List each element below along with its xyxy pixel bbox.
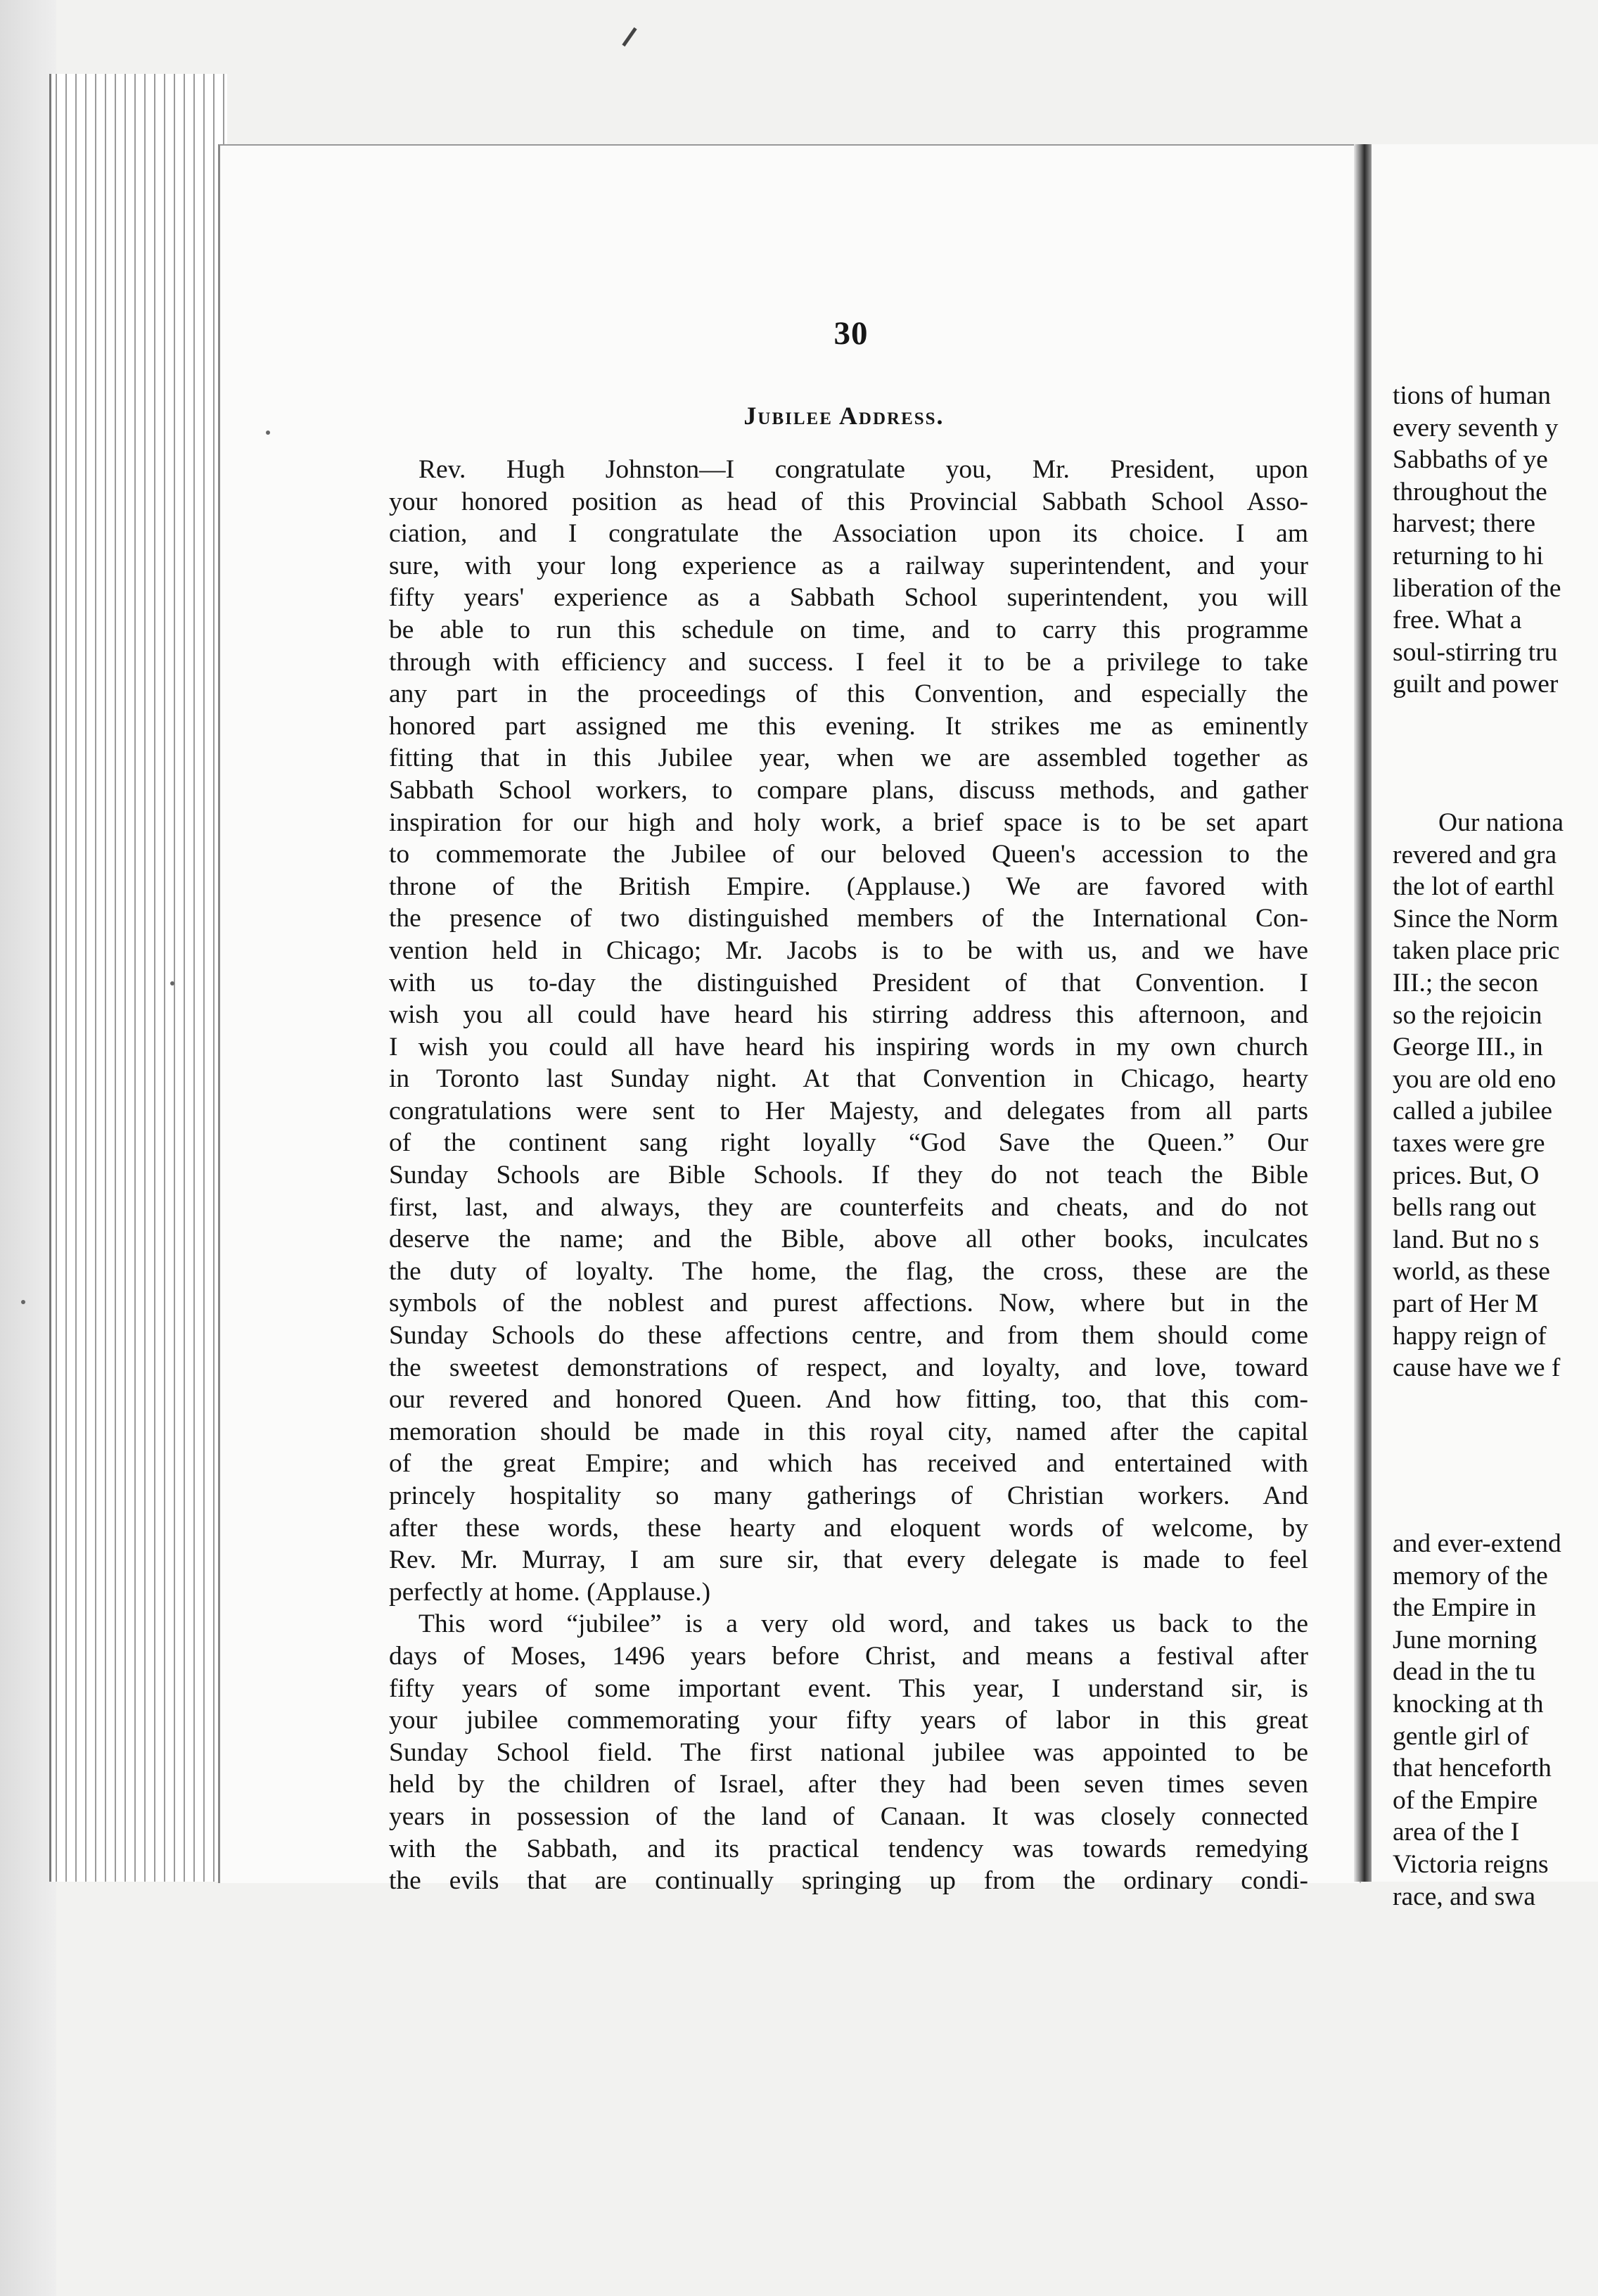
right-page-line: liberation of the — [1393, 573, 1561, 603]
right-page-line: area of the I — [1393, 1818, 1520, 1847]
section-heading: Jubilee Address. — [743, 402, 945, 430]
right-page-line: soul-stirring tru — [1393, 637, 1558, 667]
right-page-line: called a jubilee — [1393, 1097, 1552, 1126]
right-page-line: June morning — [1393, 1625, 1538, 1654]
text-line: This word “jubilee” is a very old word, and takes us back to the — [418, 1609, 1308, 1639]
text-line: congratulations were sent to Her Majesty, and delegates from all parts — [389, 1096, 1308, 1125]
text-line: our revered and honored Queen. And how fitting, too, that this com- — [389, 1385, 1308, 1415]
text-line: of the continent sang right loyally “God Save the Queen.” Our — [389, 1128, 1308, 1158]
text-line: throne of the British Empire. (Applause.) We are favored with — [389, 872, 1308, 901]
text-line: princely hospitality so many gatherings of Christian workers. And — [389, 1481, 1308, 1510]
text-line: through with efficiency and success. I feel it to be a privilege to take — [389, 647, 1308, 677]
right-page-line: race, and swa — [1393, 1882, 1536, 1911]
text-line: Sabbath School workers, to compare plans, discuss methods, and gather — [389, 775, 1308, 805]
text-line: your jubilee commemorating your fifty years of labor in this great — [389, 1706, 1308, 1735]
right-page-line: land. But no s — [1393, 1225, 1540, 1254]
right-page-text-top — [1393, 380, 1598, 701]
right-page-line: dead in the tu — [1393, 1657, 1536, 1687]
right-page-line: Victoria reigns — [1393, 1849, 1549, 1879]
right-page-line: memory of the — [1393, 1561, 1548, 1590]
text-line: perfectly at home. (Applause.) — [389, 1577, 711, 1607]
scan-speck — [170, 981, 174, 986]
right-page-line: knocking at th — [1393, 1689, 1544, 1718]
right-page-line: world, as these — [1393, 1257, 1550, 1287]
text-line: wish you all could have heard his stirring address this afternoon, and — [389, 1000, 1308, 1030]
right-page-line: Sabbaths of ye — [1393, 445, 1548, 475]
text-line: honored part assigned me this evening. It strikes me as eminently — [389, 711, 1308, 741]
text-line: symbols of the noblest and purest affections. Now, where but in the — [389, 1289, 1308, 1318]
right-page-line: of the Empire — [1393, 1785, 1538, 1815]
right-page-line: Since the Norm — [1393, 904, 1559, 933]
text-line: in Toronto last Sunday night. At that Convention in Chicago, hearty — [389, 1064, 1308, 1094]
right-page-line: taken place pric — [1393, 936, 1560, 966]
text-line: Rev. Hugh Johnston—I congratulate you, Mr. President, upon — [418, 455, 1308, 484]
book-gutter — [1354, 144, 1372, 1882]
right-page-line: harvest; there — [1393, 509, 1536, 539]
right-page-line: tions of human — [1393, 381, 1551, 410]
right-page-line: gentle girl of — [1393, 1721, 1529, 1751]
right-page-line: bells rang out — [1393, 1193, 1537, 1223]
text-line: first, last, and always, they are counterfeits and cheats, and do not — [389, 1192, 1308, 1222]
right-page-line: happy reign of — [1393, 1321, 1547, 1351]
text-line: Rev. Mr. Murray, I am sure sir, that every delegate is made to feel — [389, 1545, 1308, 1575]
text-line: deserve the name; and the Bible, above all other books, inculcates — [389, 1225, 1308, 1254]
right-page-line: free. What a — [1393, 606, 1522, 635]
text-line: your honored position as head of this Provincial Sabbath School Asso- — [389, 487, 1308, 516]
right-page-line: throughout the — [1393, 477, 1547, 506]
scan-speck — [21, 1300, 25, 1304]
text-line: Sunday School field. The first national jubilee was appointed to be — [389, 1737, 1308, 1767]
book-page-edges — [49, 74, 227, 1882]
text-line: the sweetest demonstrations of respect, and loyalty, and love, toward — [389, 1353, 1308, 1382]
scan-mark — [622, 27, 637, 46]
right-page-line: George III., in — [1393, 1033, 1543, 1062]
text-line: sure, with your long experience as a railway superintendent, and your — [389, 551, 1308, 580]
text-line: be able to run this schedule on time, and to carry this programme — [389, 615, 1308, 644]
text-line: to commemorate the Jubilee of our beloved Queen's accession to the — [389, 840, 1308, 869]
right-page-line: part of Her M — [1393, 1289, 1539, 1318]
right-page-line: that henceforth — [1393, 1754, 1552, 1783]
scan-speck — [266, 431, 270, 435]
text-line: inspiration for our high and holy work, a brief space is to be set apart — [389, 808, 1308, 837]
text-line: after these words, these hearty and eloquent words of welcome, by — [389, 1513, 1308, 1543]
page-number: 30 — [833, 315, 869, 352]
right-page-text-bottom — [1393, 1528, 1598, 1913]
right-page-line: the lot of earthl — [1393, 872, 1555, 902]
right-page-line: guilt and power — [1393, 670, 1559, 699]
body-text — [389, 454, 1308, 1897]
text-line: fifty years' experience as a Sabbath School superintendent, you will — [389, 583, 1308, 613]
text-line: Sunday Schools do these affections centre, and from them should come — [389, 1321, 1308, 1351]
right-page-line: every seventh y — [1393, 413, 1559, 442]
text-line: held by the children of Israel, after they had been seven times seven — [389, 1770, 1308, 1799]
right-page-text-middle — [1393, 807, 1598, 1384]
right-page-line: III.; the secon — [1393, 968, 1539, 997]
right-page-line: returning to hi — [1393, 541, 1544, 570]
text-line: memoration should be made in this royal city, named after the capital — [389, 1417, 1308, 1446]
right-page-line: taxes were gre — [1393, 1128, 1545, 1158]
right-page-line: prices. But, O — [1393, 1161, 1540, 1190]
text-line: I wish you could all have heard his inspiring words in my own church — [389, 1032, 1308, 1061]
text-line: vention held in Chicago; Mr. Jacobs is to be with us, and we have — [389, 936, 1308, 965]
text-line: any part in the proceedings of this Convention, and especially the — [389, 680, 1308, 709]
text-line: years in possession of the land of Canaan. It was closely connected — [389, 1801, 1308, 1831]
text-line: with the Sabbath, and its practical tendency was towards remedying — [389, 1834, 1308, 1863]
text-line: the presence of two distinguished members of the International Con- — [389, 904, 1308, 933]
text-line: Sunday Schools are Bible Schools. If they do not teach the Bible — [389, 1161, 1308, 1190]
text-line: fitting that in this Jubilee year, when we are assembled together as — [389, 744, 1308, 773]
right-page-line: you are old eno — [1393, 1064, 1557, 1094]
text-line: fifty years of some important event. This year, I understand sir, is — [389, 1673, 1308, 1703]
right-page-line: revered and gra — [1393, 840, 1557, 869]
right-page-line: the Empire in — [1393, 1593, 1537, 1623]
text-line: of the great Empire; and which has received and entertained with — [389, 1449, 1308, 1479]
text-line: the evils that are continually springing up from the ordinary condi- — [389, 1866, 1308, 1896]
text-line: with us to-day the distinguished President of that Convention. I — [389, 968, 1308, 997]
right-page-line: so the rejoicin — [1393, 1000, 1542, 1030]
right-page-line: Our nationa — [1438, 808, 1564, 837]
right-page-line: cause have we f — [1393, 1353, 1561, 1383]
text-line: ciation, and I congratulate the Association upon its choice. I am — [389, 519, 1308, 549]
right-page-line: and ever-extend — [1393, 1529, 1561, 1558]
scan-background — [0, 0, 56, 2296]
text-line: days of Moses, 1496 years before Christ, and means a festival after — [389, 1641, 1308, 1671]
text-line: the duty of loyalty. The home, the flag, the cross, these are the — [389, 1256, 1308, 1286]
